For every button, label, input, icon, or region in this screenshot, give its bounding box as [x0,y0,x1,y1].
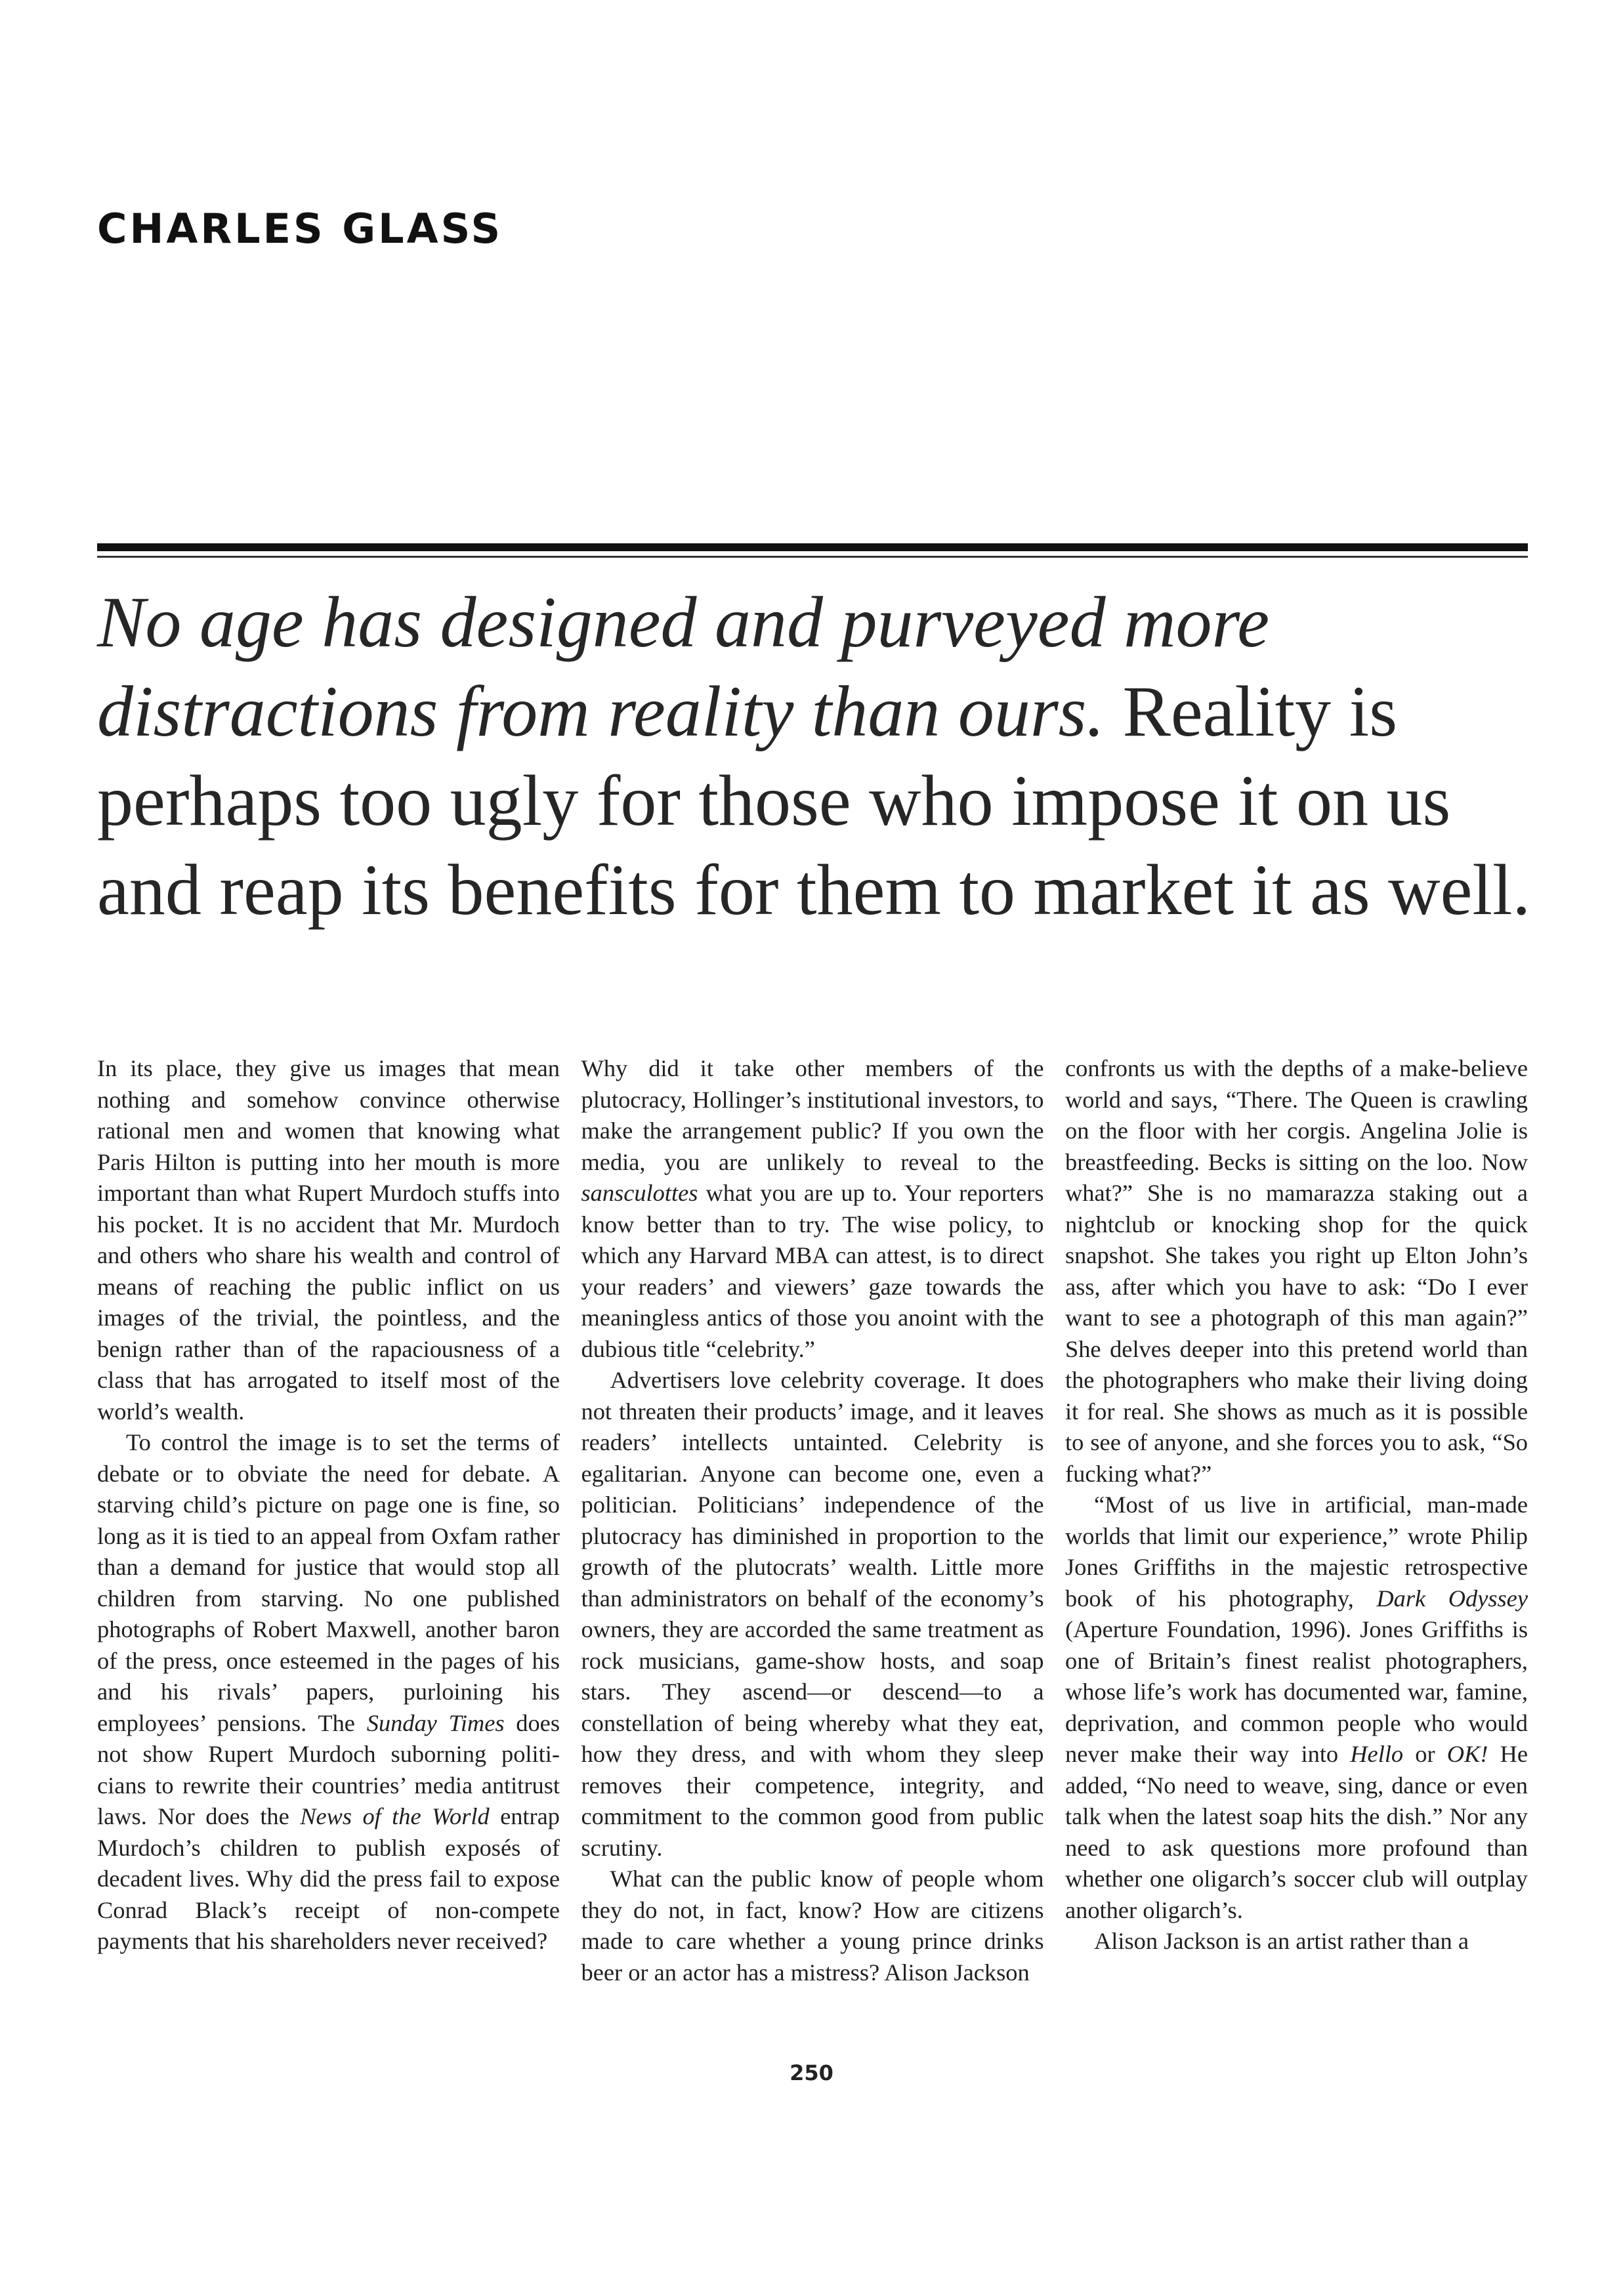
column-3 [1065,1053,1528,1992]
paragraph: What can the public know of people whom they do not, in fact, know? How are citizens made to care whether a young prince drinks beer or an actor has a mistress? Alison Jackson [581,1866,1044,1986]
author-name: CHARLES GLASS [97,205,503,253]
article-body [97,1053,1528,1992]
publication-title: Hello [1350,1741,1404,1767]
paragraph: confronts us with the depths of a make-believe world and says, “There. The Queen is crawling on the floor with her corgis. Angelina Jolie is breastfeeding. Becks is sitting on the loo. Now what?” She is no mamarazza staking out a nightclub or knocking shop for the quick snapshot. She takes you right up Elton John’s ass, after which you have to ask: “Do I ever want to see a photograph of this man again?” She delves deeper into this pretend world than the photographers who make their living doing it for real. She shows as much as it is possible to see of anyone, and she forces you to ask, “So fucking what?” [1065,1055,1528,1487]
publication-title: OK! [1446,1741,1488,1767]
paragraph: Why did it take other members of the plutocracy, Hollinger’s institutional investors, to make the arrangement public? If you own the media, you are unlikely to reveal to the sansculottes what you are up to. Your reporters know better than to try. The wise policy, to which any Harvard MBA can attest, is to direct your readers’ and viewers’ gaze towards the meaningless antics of those you anoint with the dubious title “celebrity.” [581,1055,1044,1362]
column-1 [97,1053,560,1992]
paragraph: To control the image is to set the terms of debate or to obviate the need for debate. A starving child’s picture on page one is fine, so long as it is tied to an appeal from Oxfam rather than a demand for justice that would stop all children from starving. No one published photographs of Robert Maxwell, another baron of the press, once esteemed in the pages of his and his rivals’ papers, purloining his employees’ pensions. The Sunday Times does not show Rupert Murdoch suborning politi-cians to rewrite their countries’ media antitrust laws. Nor does the News of the World entrap Murdoch’s children to publish exposés of decadent lives. Why did the press fail to expose Conrad Black’s receipt of non-compete payments that his shareholders never received? [97,1429,560,1954]
publication-title: Sunday Times [366,1709,505,1736]
header-rule-thin [97,556,1528,558]
header-rule-thick [97,543,1528,551]
page-number: 250 [790,2060,833,2085]
paragraph: In its place, they give us images that mean nothing and somehow convince otherwise rational men and women that knowing what Paris Hilton is putting into her mouth is more important than what Rupert Murdoch stuffs into his pocket. It is no accident that Mr. Murdoch and others who share his wealth and control of means of reaching the public inflict on us images of the trivial, the pointless, and the benign rather than of the rapaciousness of a class that has arrogated to itself most of the world’s wealth. [97,1055,560,1425]
italic-term: sansculottes [581,1180,698,1206]
book-title: Dark Odyssey [1376,1585,1528,1612]
paragraph: “Most of us live in artificial, man-made worlds that limit our experience,” wrote Philip Jones Griffiths in the majestic retrospective book of his photography, Dark Odyssey (Aperture Foundation, 1996). Jones Griffiths is one of Britain’s finest realist photographers, whose life’s work has documented war, famine, deprivation, and common people who would never make their way into Hello or OK! He added, “No need to weave, sing, dance or even talk when the latest soap hits the dish.” Nor any need to ask questions more profound than whether one oligarch’s soccer club will outplay another oligarch’s. [1065,1492,1528,1923]
column-2 [581,1053,1044,1992]
pull-quote-italic: No age has designed and purveyed more distractions from reality than ours. [97,582,1270,751]
pull-quote-roman: Reality is perhaps too ugly for those who impose it on us and reap its benefits for them to market it as well. [97,671,1531,930]
paragraph: Advertisers love celebrity coverage. It does not threaten their products’ image, and it leaves readers’ intellects untainted. Celebrity is egalitarian. Anyone can become one, even a politician. Politicians’ independence of the plutocracy has diminished in proportion to the growth of the plutocrats’ wealth. Little more than administrators on behalf of the economy’s owners, they are accorded the same treatment as rock musicians, game-show hosts, and soap stars. They ascend—or descend—to a constellation of being whereby what they eat, how they dress, and with whom they sleep removes their competence, integrity, and commitment to the common good from public scrutiny. [581,1367,1044,1861]
pull-quote [97,577,1541,934]
paragraph: Alison Jackson is an artist rather than a [1094,1928,1469,1954]
publication-title: News of the World [300,1803,490,1829]
